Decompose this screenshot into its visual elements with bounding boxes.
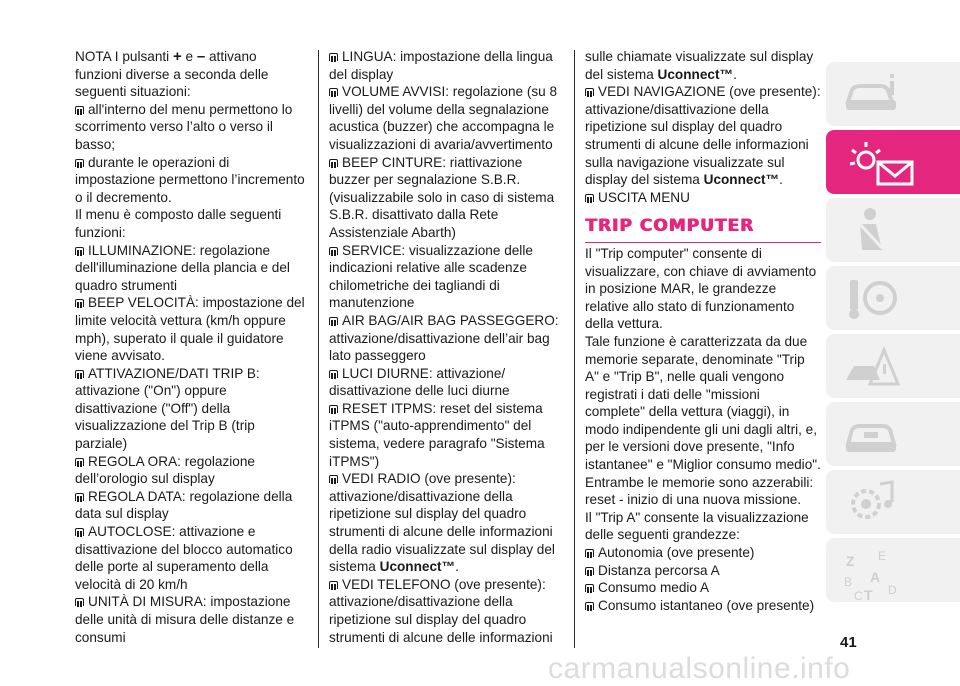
index-letter: T <box>864 587 873 603</box>
bullet-icon <box>329 53 338 61</box>
warning-light-message-icon <box>840 136 930 188</box>
tab-car-info[interactable] <box>826 62 960 126</box>
uconnect-brand: Uconnect™ <box>703 172 780 188</box>
list-item: VOLUME AVVISI: regolazione (su 8 livelli) del volume della segnalazione acustica (buzzer) che accompagna le visualizzazioni di avaria/avvertimento <box>329 84 558 152</box>
bullet-icon <box>75 528 84 536</box>
tab-emergency[interactable] <box>826 334 960 398</box>
bullet-icon <box>329 405 338 413</box>
column-divider <box>574 50 575 648</box>
list-item: USCITA MENU <box>585 189 821 207</box>
paragraph: Il "Trip computer" consente di visualizzare, con chiave di avviamento in posizione MAR, le grandezze relative allo stato di funzionamento della vettura. <box>585 245 817 332</box>
index-letter: Z <box>846 553 855 569</box>
bullet-icon <box>329 581 338 589</box>
chapter-sidebar <box>826 48 960 620</box>
gear-music-icon <box>840 476 904 528</box>
list-item: ILLUMINAZIONE: regolazione dell'illuminazione della plancia e del quadro strumenti <box>75 242 290 293</box>
list-item: SERVICE: visualizzazione delle indicazioni relative alle scadenze chilometriche dei tagliandi di manutenzione <box>329 242 533 311</box>
road-warning-icon <box>840 340 904 392</box>
column-2 <box>329 48 565 646</box>
bullet-icon <box>329 317 338 325</box>
list-item: all'interno del menu permettono lo scorrimento verso l’alto o verso il basso; <box>75 101 293 152</box>
column-divider <box>318 50 319 648</box>
conjunction-text: e <box>185 49 194 64</box>
bullet-icon <box>75 247 84 255</box>
list-item: LUCI DIURNE: attivazione/ disattivazione delle luci diurne <box>329 365 510 399</box>
list-item: durante le operazioni di impostazione permettono l’incremento o il decremento. <box>75 154 305 205</box>
tab-maintenance[interactable] <box>826 402 960 466</box>
bullet-icon <box>329 475 338 483</box>
bullet-icon <box>329 370 338 378</box>
list-item: AUTOCLOSE: attivazione e disattivazione del blocco automatico delle porte al superamento della velocità di 20 km/h <box>75 524 293 592</box>
list-item: Distanza percorsa A <box>585 562 821 580</box>
continuation-text: sulle chiamate visualizzate sul display del sistema Uconnect™. <box>585 49 814 82</box>
bullet-icon <box>75 598 84 606</box>
list-item: LINGUA: impostazione della lingua del display <box>329 49 553 82</box>
note-text-cont: attivano funzioni diverse a seconda delle seguenti situazioni: <box>75 49 269 100</box>
key-steering-icon <box>840 272 904 324</box>
tab-starting-driving[interactable] <box>826 266 960 330</box>
car-info-icon <box>840 68 904 120</box>
bullet-icon <box>75 106 84 114</box>
alphabet-index-icon <box>840 544 920 604</box>
index-letter: B <box>844 575 853 589</box>
plus-symbol: + <box>172 48 182 65</box>
list-item: AIR BAG/AIR BAG PASSEGGERO: attivazione/disattivazione dell’air bag lato passeggero <box>329 312 559 364</box>
bullet-icon <box>329 247 338 255</box>
uconnect-brand: Uconnect™ <box>379 559 456 575</box>
list-item: RESET ITPMS: reset del sistema iTPMS ("auto-apprendimento" del sistema, vedere paragrafo "Sistema iTPMS") <box>329 400 545 469</box>
list-item: Autonomia (ove presente) <box>585 544 821 562</box>
index-letter: E <box>878 549 887 563</box>
bullet-icon <box>75 493 84 501</box>
bullet-icon <box>75 458 84 466</box>
menu-intro: Il menu è composto dalle seguenti funzioni: <box>75 207 282 240</box>
tab-index[interactable] <box>826 538 960 602</box>
car-service-icon <box>840 408 904 460</box>
list-item: VEDI RADIO (ove presente): attivazione/disattivazione della ripetizione sul display del quadro strumenti di alcune delle informazioni della radio visualizzate sul display del sistema Uconnect™. <box>329 471 555 575</box>
paragraph: Tale funzione è caratterizzata da due memorie separate, denominate "Trip A" e "Trip B", nelle quali vengono registrati i dati delle "missioni complete" della vettura (viaggi), in modo indipendente gli uni dagli altri, e, per le versioni dove presente, "Info istantanee" e "Miglior consumo medio". <box>585 333 821 473</box>
note-paragraph <box>75 48 307 101</box>
bullet-icon <box>585 567 594 575</box>
list-item: UNITÀ DI MISURA: impostazione delle unità di misura delle distanze e consumi <box>75 594 295 645</box>
list-item: ATTIVAZIONE/DATI TRIP B: attivazione ("On") oppure disattivazione ("Off") della visualizzazione del Trip B (trip parziale) <box>75 365 260 452</box>
index-letter: C <box>854 589 863 603</box>
bullet-icon <box>75 159 84 167</box>
bullet-icon <box>585 88 594 96</box>
list-item: VEDI TELEFONO (ove presente): attivazione/disattivazione della ripetizione sul display del quadro strumenti di alcune delle informazioni <box>329 576 553 645</box>
column-3 <box>585 48 821 614</box>
list-item: Consumo istantaneo (ove presente) <box>585 597 821 615</box>
seatbelt-airbag-icon <box>840 204 904 256</box>
page-number: 41 <box>840 634 857 651</box>
list-item: BEEP VELOCITÀ: impostazione del limite velocità vettura (km/h oppure mph), superato il quale il guidatore viene avvisato. <box>75 295 305 364</box>
note-text: NOTA I pulsanti <box>75 49 170 64</box>
list-item: REGOLA DATA: regolazione della data sul display <box>75 488 293 522</box>
tab-warning-lights[interactable] <box>826 130 960 194</box>
minus-symbol: – <box>196 48 206 65</box>
list-item: BEEP CINTURE: riattivazione buzzer per segnalazione S.B.R. (visualizzabile solo in caso di sistema S.B.R. disattivato dalla Rete Assistenziale Abarth) <box>329 154 555 240</box>
bullet-icon <box>75 370 84 378</box>
index-letter: D <box>888 583 897 597</box>
paragraph: Il "Trip A" consente la visualizzazione delle seguenti grandezze: <box>585 509 809 543</box>
bullet-icon <box>585 584 594 592</box>
bullet-icon <box>585 602 594 610</box>
section-title: TRIP COMPUTER <box>585 218 821 243</box>
bullet-icon <box>329 159 338 167</box>
list-item: VEDI NAVIGAZIONE (ove presente): attivazione/disattivazione della ripetizione sul display del quadro strumenti di alcune delle informazioni sulla navigazione visualizzate sul display del sistema Uconnect™. <box>585 84 821 188</box>
list-item: Consumo medio A <box>585 579 821 597</box>
bullet-icon <box>585 194 594 202</box>
bullet-icon <box>585 549 594 557</box>
list-item: REGOLA ORA: regolazione dell’orologio sul display <box>75 453 255 487</box>
uconnect-brand: Uconnect™ <box>657 66 734 82</box>
watermark: carmanualsonline.info <box>548 652 851 685</box>
column-1 <box>75 48 307 646</box>
paragraph: Entrambe le memorie sono azzerabili: reset - inizio di una nuova missione. <box>585 474 814 508</box>
bullet-icon <box>75 299 84 307</box>
tab-technical-data[interactable] <box>826 470 960 534</box>
index-letter: A <box>870 569 881 585</box>
bullet-icon <box>329 88 338 96</box>
tab-safety[interactable] <box>826 198 960 262</box>
